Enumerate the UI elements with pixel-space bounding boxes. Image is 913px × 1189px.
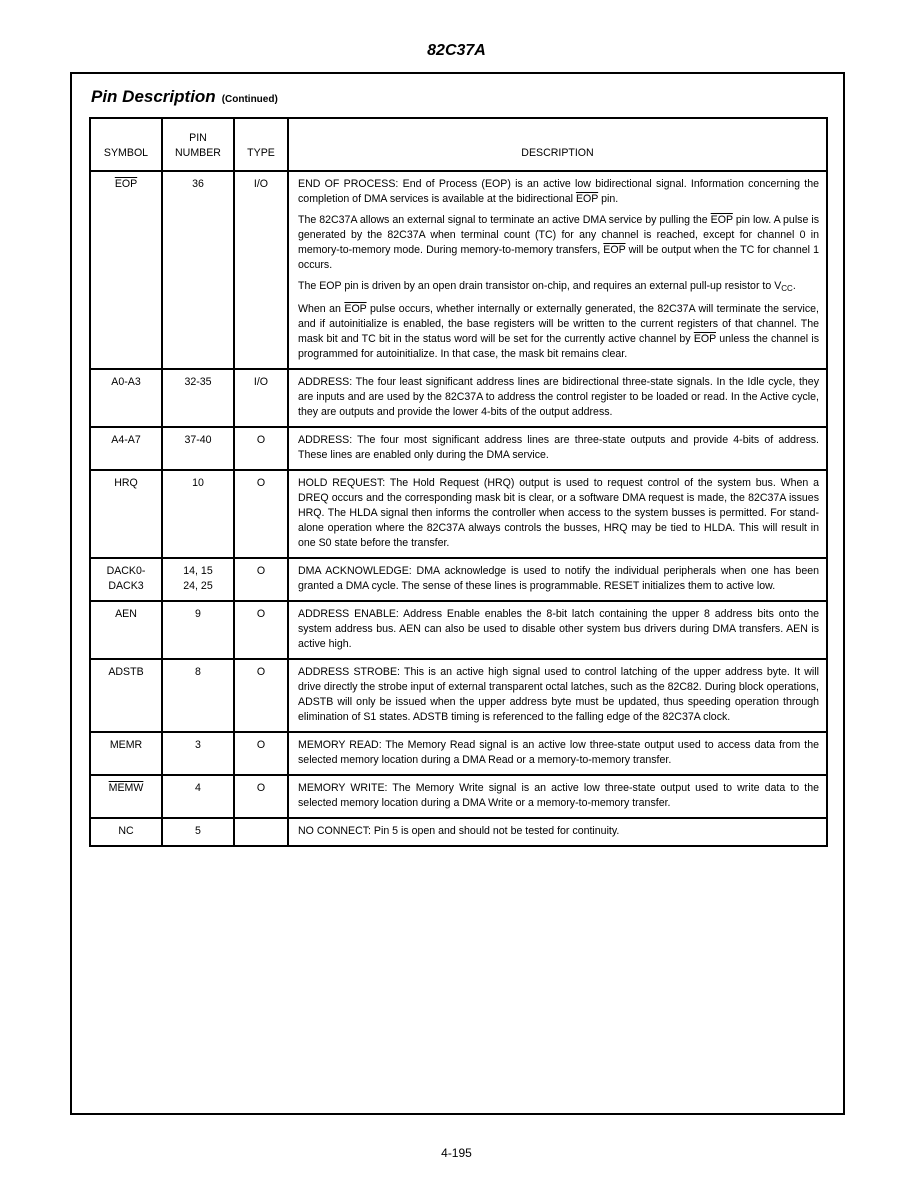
table-row	[90, 470, 827, 558]
pin-description-table	[89, 117, 828, 847]
description-cell: MEMORY WRITE: The Memory Write signal is an active low three-state output used to write data to the selected memory location during a DMA Write or a memory-to-memory transfer.	[288, 775, 827, 818]
table-row	[90, 369, 827, 427]
column-header-number: NUMBER	[175, 147, 221, 159]
table-row	[90, 601, 827, 659]
description-cell: HOLD REQUEST: The Hold Request (HRQ) output is used to request control of the system bus. When a DREQ occurs and the corresponding mask bit is clear, or a software DMA request is made, the 82C37A issues HRQ. The HLDA signal then informs the controller when access to the system busses is permitted. For stand-alone operation where the 82C37A always controls the busses, HRQ may be tied to HLDA. This will result in one S0 state before the transfer.	[288, 470, 827, 558]
text-run: pin low. A pulse is generated by the 82C37A when terminal count (TC) for any channel is reached, except for channel 0 in memory-to-memory mode. During memory-to-memory transfers,	[298, 214, 819, 256]
column-header-pin-number	[162, 118, 234, 171]
pin-cell	[162, 558, 234, 601]
table-row	[90, 659, 827, 732]
symbol-cell: AEN	[90, 601, 162, 659]
type-cell: O	[234, 732, 288, 775]
description-paragraph	[298, 279, 819, 296]
type-cell: I/O	[234, 369, 288, 427]
overlined-signal: $\overline{EOP}$	[344, 303, 367, 315]
text-run: unless the channel is programmed for autoinitialize. In that case, the mask bit remains clear.	[298, 333, 819, 360]
symbol-cell: HRQ	[90, 470, 162, 558]
type-cell: O	[234, 470, 288, 558]
pin-cell: 36	[162, 171, 234, 369]
description-paragraph	[298, 302, 819, 362]
description-cell: MEMORY READ: The Memory Read signal is an active low three-state output used to access data from the selected memory location during a DMA Read or a memory-to-memory transfer.	[288, 732, 827, 775]
type-cell: I/O	[234, 171, 288, 369]
symbol-cell	[90, 775, 162, 818]
column-header-symbol: SYMBOL	[90, 118, 162, 171]
description-cell: NO CONNECT: Pin 5 is open and should not be tested for continuity.	[288, 818, 827, 846]
description-cell: DMA ACKNOWLEDGE: DMA acknowledge is used to notify the individual peripherals when one has been granted a DMA cycle. The sense of these lines is programmable. RESET initializes them to active low.	[288, 558, 827, 601]
table-row	[90, 732, 827, 775]
text-run: The 82C37A allows an external signal to terminate an active DMA service by pulling the	[298, 214, 711, 226]
document-title: 82C37A	[427, 42, 486, 59]
pin-cell: 5	[162, 818, 234, 846]
description-cell: ADDRESS STROBE: This is an active high signal used to control latching of the upper address byte. It will drive directly the strobe input of external transparent octal latches, such as the 82C82. During block operations, ADSTB will only be issued when the upper address byte must be updated, thus speeding operation through elimination of S1 states. ADSTB timing is referenced to the falling edge of the 82C37A clock.	[288, 659, 827, 732]
symbol-cell: NC	[90, 818, 162, 846]
symbol-text: DACK3	[108, 580, 144, 592]
section-title: Pin Description	[91, 87, 216, 106]
pin-cell: 8	[162, 659, 234, 732]
description-cell: ADDRESS ENABLE: Address Enable enables the 8-bit latch containing the upper 8 address bits onto the system address bus. AEN can also be used to disable other system bus drivers during DMA transfers. AEN is active high.	[288, 601, 827, 659]
table-row	[90, 818, 827, 846]
table-row	[90, 427, 827, 470]
symbol-text: MEMW	[108, 782, 144, 794]
pin-cell: 9	[162, 601, 234, 659]
pin-text: 24, 25	[183, 580, 213, 592]
type-cell: O	[234, 775, 288, 818]
symbol-cell	[90, 171, 162, 369]
page-number: 4-195	[441, 1146, 472, 1160]
symbol-cell: A0-A3	[90, 369, 162, 427]
symbol-cell	[90, 558, 162, 601]
description-paragraph	[298, 213, 819, 273]
text-run: pulse occurs, whether internally or externally generated, the 82C37A will terminate the service, and if autoinitialize is enabled, the base registers will be written to the current registers of that channel. The mask bit and TC bit in the status word will be set for the currently active channel by	[298, 303, 819, 345]
description-cell	[288, 171, 827, 369]
type-cell	[234, 818, 288, 846]
text-run: will be output when the TC for channel 1 occurs.	[298, 244, 819, 271]
pin-text: 14, 15	[183, 565, 213, 577]
table-row	[90, 171, 827, 369]
text-run: pin.	[598, 193, 619, 205]
column-header-description: DESCRIPTION	[288, 118, 827, 171]
table-row	[90, 775, 827, 818]
section-subtitle: (Continued)	[221, 94, 278, 105]
pin-cell: 10	[162, 470, 234, 558]
pin-cell: 3	[162, 732, 234, 775]
description-cell: ADDRESS: The four most significant address lines are three-state outputs and provide 4-bits of address. These lines are enabled only during the DMA service.	[288, 427, 827, 470]
text-run: END OF PROCESS: End of Process (EOP) is an active low bidirectional signal. Information concerning the completion of DMA services is available at the bidirectional	[298, 178, 819, 205]
type-cell: O	[234, 558, 288, 601]
column-header-pin: PIN	[189, 132, 207, 144]
text-run: .	[792, 280, 796, 292]
section-heading	[91, 87, 278, 107]
symbol-cell: A4-A7	[90, 427, 162, 470]
column-header-type: TYPE	[234, 118, 288, 171]
overlined-signal: $\overline{EOP}$	[603, 244, 626, 256]
description-paragraph	[298, 177, 819, 207]
overlined-signal: $\overline{EOP}$	[693, 333, 716, 345]
text-run: When an	[298, 303, 345, 315]
text-run: The EOP pin is driven by an open drain transistor on-chip, and requires an external pull-up resistor to V	[298, 280, 782, 292]
table-row	[90, 558, 827, 601]
symbol-text: DACK0-	[106, 565, 146, 577]
type-cell: O	[234, 659, 288, 732]
symbol-cell: MEMR	[90, 732, 162, 775]
overlined-signal: $\overline{EOP}$	[575, 193, 599, 205]
overlined-signal: $\overline{EOP}$	[710, 214, 733, 226]
type-cell: O	[234, 601, 288, 659]
pin-cell: 37-40	[162, 427, 234, 470]
symbol-text: $\overline{EOP}$	[114, 178, 138, 190]
pin-cell: 4	[162, 775, 234, 818]
subscript-text: CC	[781, 284, 793, 293]
pin-cell: 32-35	[162, 369, 234, 427]
description-cell: ADDRESS: The four least significant address lines are bidirectional three-state signals. In the Idle cycle, they are inputs and are used by the 82C37A to address the control register to be loaded or read. In the Active cycle, they are outputs and provide the lower 4-bits of the output address.	[288, 369, 827, 427]
symbol-cell: ADSTB	[90, 659, 162, 732]
type-cell: O	[234, 427, 288, 470]
table-header-row	[90, 118, 827, 171]
